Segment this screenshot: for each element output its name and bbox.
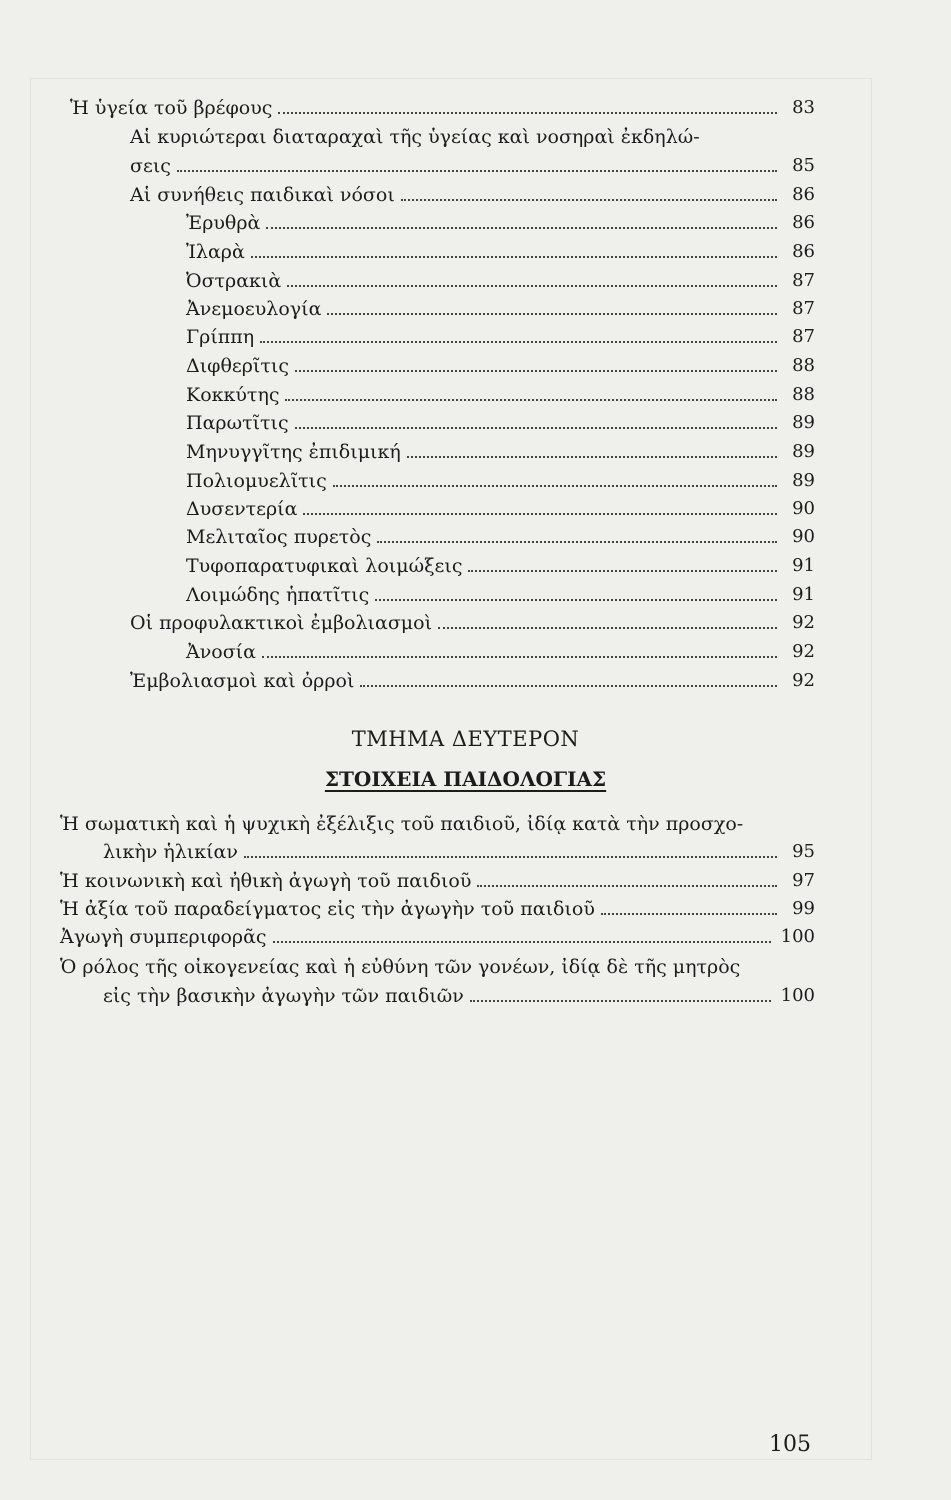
toc-entry-page: 87: [792, 270, 815, 291]
toc-entry-page: 90: [792, 526, 815, 547]
toc-entry: [70, 97, 815, 119]
toc-entry-label: Ἰλαρὰ: [186, 241, 245, 263]
toc-entry-label: Λοιμώδης ἡπατῖτις: [186, 584, 370, 606]
toc-entry-page: 86: [792, 184, 815, 205]
toc-entry: [130, 670, 815, 692]
toc-entry-page: 91: [792, 584, 815, 605]
toc-entry-label: Ἀνοσία: [186, 641, 256, 663]
toc-entry-label: Τυφοπαρατυφικαὶ λοιμώξεις: [186, 555, 463, 577]
toc-entry-label: Ἡ ἀξία τοῦ παραδείγματος εἰς τὴν ἀγωγὴν τοῦ παιδιοῦ: [60, 898, 595, 920]
toc-entry: Αἱ κυριώτεραι διαταραχαὶ τῆς ὑγείας καὶ νοσηραὶ ἐκδηλώ-: [130, 126, 700, 148]
toc-entry-page: 91: [792, 555, 815, 576]
toc-entry: [186, 470, 815, 492]
toc-entry-page: 83: [792, 97, 815, 118]
section-title: ΤΜΗΜΑ ΔΕΥΤΕΡΟΝ: [351, 727, 580, 751]
toc-entry-page: 88: [792, 355, 815, 376]
toc-entry-label: σεις: [130, 155, 171, 177]
page-number: 105: [769, 1432, 811, 1457]
dot-leader: [285, 398, 777, 401]
toc-entry: [60, 898, 815, 920]
toc-entry-label: Κοκκύτης: [186, 384, 280, 406]
toc-entry: [186, 270, 815, 292]
dot-leader: [477, 884, 777, 887]
toc-entry-page: 92: [792, 670, 815, 691]
dot-leader: [177, 169, 777, 172]
dot-leader: [287, 284, 777, 287]
toc-entry-label: Παρωτῖτις: [186, 412, 289, 434]
toc-entry: [103, 985, 815, 1007]
toc-entry-page: 89: [792, 470, 815, 491]
toc-entry: [186, 498, 815, 520]
toc-entry-label: Ἐρυθρὰ: [186, 212, 261, 234]
dot-leader: [251, 255, 777, 258]
toc-entry-label: Μηνυγγῖτης ἐπιδιμική: [186, 441, 401, 463]
dot-leader: [262, 655, 777, 658]
toc-entry-label: Γρίππη: [186, 326, 255, 348]
toc-entry-page: 88: [792, 384, 815, 405]
toc-entry-page: 95: [792, 841, 815, 862]
toc-entry: [186, 555, 815, 577]
toc-entry: [103, 841, 815, 863]
dot-leader: [244, 855, 777, 858]
toc-entry-label: Ὀστρακιὰ: [186, 270, 282, 292]
toc-entry-page: 97: [792, 870, 815, 891]
toc-entry: [186, 526, 815, 548]
toc-entry: [186, 641, 815, 663]
toc-entry: [186, 212, 815, 234]
dot-leader: [295, 426, 777, 429]
dot-leader: [266, 226, 777, 229]
toc-entry-page: 85: [792, 155, 815, 176]
toc-entry: [130, 612, 815, 634]
toc-entry-label: Ἡ κοινωνικὴ καὶ ἠθικὴ ἀγωγὴ τοῦ παιδιοῦ: [60, 870, 472, 892]
dot-leader: [278, 111, 777, 114]
dot-leader: [401, 198, 777, 201]
toc-entry-page: 86: [792, 241, 815, 262]
dot-leader: [260, 340, 777, 343]
toc-entry: [130, 184, 815, 206]
toc-entry-page: 87: [792, 298, 815, 319]
toc-entry: [60, 926, 815, 948]
toc-entry-page: 99: [792, 898, 815, 919]
toc-entry-label: Ἡ ὑγεία τοῦ βρέφους: [70, 97, 273, 119]
toc-entry-page: 89: [792, 441, 815, 462]
section-subtitle: ΣΤΟΙΧΕΙΑ ΠΑΙΔΟΛΟΓΙΑΣ: [324, 767, 607, 791]
toc-entry: Ἡ σωματικὴ καὶ ἡ ψυχικὴ ἐξέλιξις τοῦ παιδιοῦ, ἰδίᾳ κατὰ τὴν προσχο-: [60, 813, 744, 835]
toc-entry-page: 87: [792, 326, 815, 347]
dot-leader: [360, 684, 777, 687]
toc-entry-label: Ἀγωγὴ συμπεριφορᾶς: [60, 926, 267, 948]
dot-leader: [601, 912, 777, 915]
toc-entry-page: 100: [780, 985, 815, 1006]
toc-entry: [186, 298, 815, 320]
dot-leader: [407, 455, 777, 458]
dot-leader: [333, 484, 777, 487]
toc-entry-page: 89: [792, 412, 815, 433]
toc-entry: [186, 384, 815, 406]
toc-entry: [186, 412, 815, 434]
toc-entry: [186, 326, 815, 348]
toc-entry-page: 92: [792, 612, 815, 633]
toc-entry: [186, 441, 815, 463]
toc-entry: [60, 870, 815, 892]
toc-entry-label: Μελιταῖος πυρετὸς: [186, 526, 372, 548]
toc-entry-page: 92: [792, 641, 815, 662]
toc-entry-label: Διφθερῖτις: [186, 355, 289, 377]
toc-entry-page: 86: [792, 212, 815, 233]
toc-entry-page: 100: [780, 926, 815, 947]
toc-entry-page: 90: [792, 498, 815, 519]
dot-leader: [377, 540, 777, 543]
toc-entry-label: Πολιομυελῖτις: [186, 470, 327, 492]
toc-entry: [130, 155, 815, 177]
toc-entry: Ὁ ρόλος τῆς οἰκογενείας καὶ ἡ εὐθύνη τῶν γονέων, ἰδίᾳ δὲ τῆς μητρὸς: [60, 956, 741, 978]
dot-leader: [438, 626, 777, 629]
dot-leader: [303, 512, 777, 515]
toc-entry-label: Αἱ συνήθεις παιδικαὶ νόσοι: [130, 184, 395, 206]
toc-entry-label: Ἀνεμοευλογία: [186, 298, 322, 320]
dot-leader: [327, 312, 777, 315]
toc-entry: [186, 355, 815, 377]
toc-entry-label: Οἱ προφυλακτικοὶ ἐμβολιασμοὶ: [130, 612, 433, 634]
dot-leader: [295, 369, 777, 372]
toc-entry-label: λικὴν ἡλικίαν: [103, 841, 238, 863]
toc-entry: [186, 584, 815, 606]
dot-leader: [375, 598, 777, 601]
toc-entry-label: Δυσεντερία: [186, 498, 298, 520]
dot-leader: [273, 940, 771, 943]
toc-entry-label: εἰς τὴν βασικὴν ἀγωγὴν τῶν παιδιῶν: [103, 985, 464, 1007]
toc-entry: [186, 241, 815, 263]
toc-entry-label: Ἐμβολιασμοὶ καὶ ὀρροὶ: [130, 670, 355, 692]
dot-leader: [468, 569, 777, 572]
dot-leader: [470, 999, 771, 1002]
